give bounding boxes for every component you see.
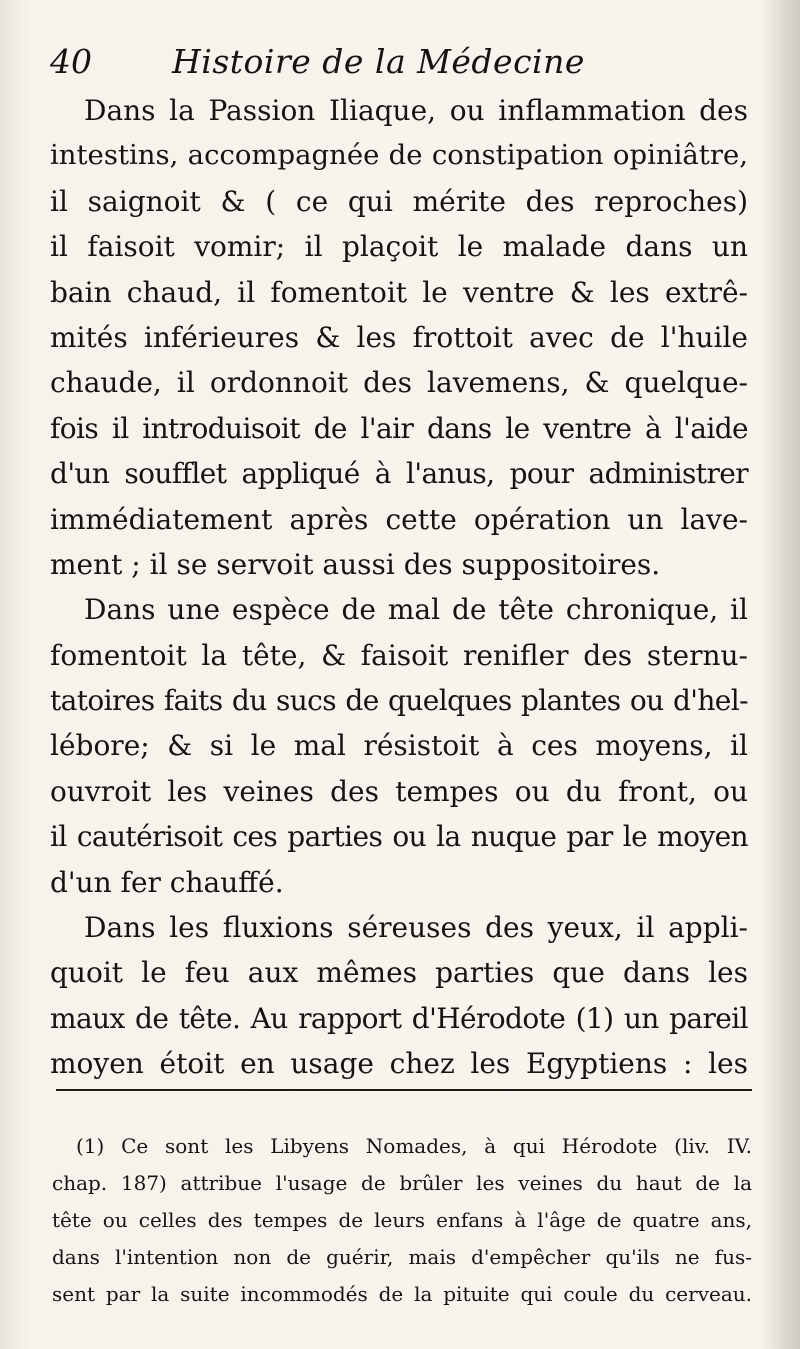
footnote-line: dans l'intention non de guérir, mais d'empêcher qu'ils ne fus- — [52, 1245, 752, 1269]
footnote — [52, 1128, 752, 1313]
text-line: maux de tête. Au rapport d'Hérodote (1) un pareil — [50, 1001, 748, 1035]
text-line: ment ; il se servoit aussi des suppositoires. — [50, 547, 661, 581]
body-text — [50, 88, 748, 1087]
page-number: 40 — [50, 42, 92, 81]
text-line: d'un fer chauffé. — [50, 865, 284, 899]
footnote-rule — [56, 1089, 752, 1091]
text-line: il cautérisoit ces parties ou la nuque par le moyen — [50, 820, 748, 854]
text-line: chaude, il ordonnoit des lavemens, & quelque- — [50, 366, 748, 400]
footnote-line: sent par la suite incommodés de la pituite qui coule du cerveau. — [52, 1282, 752, 1306]
text-line: mités inférieures & les frottoit avec de l'huile — [50, 320, 748, 354]
text-line: Dans la Passion Iliaque, ou inflammation des — [84, 94, 748, 127]
footnote-line: chap. 187) attribue l'usage de brûler les veines du haut de la — [52, 1171, 752, 1195]
text-line: ouvroit les veines des tempes ou du front, ou — [50, 774, 748, 808]
text-line: intestins, accompagnée de constipation opiniâtre, — [50, 139, 748, 172]
text-line: tatoires faits du sucs de quelques plantes ou d'hel- — [50, 684, 748, 718]
page-edge-shadow — [760, 0, 800, 1349]
text-line: fomentoit la tête, & faisoit renifler des sternu- — [50, 638, 748, 672]
text-line: Dans une espèce de mal de tête chronique, il — [84, 593, 748, 627]
text-line: il faisoit vomir; il plaçoit le malade dans un — [50, 230, 748, 264]
footnote-line: tête ou celles des tempes de leurs enfans à l'âge de quatre ans, — [52, 1208, 752, 1232]
text-line: fois il introduisoit de l'air dans le ventre à l'aide — [50, 411, 748, 445]
text-line: quoit le feu aux mêmes parties que dans les — [50, 956, 748, 990]
text-line: Dans les fluxions séreuses des yeux, il appli- — [84, 911, 748, 945]
text-line: lébore; & si le mal résistoit à ces moyens, il — [50, 729, 748, 763]
text-line: bain chaud, il fomentoit le ventre & les extrê- — [50, 275, 748, 309]
text-line: d'un soufflet appliqué à l'anus, pour administrer — [50, 457, 748, 491]
page-header — [50, 42, 750, 92]
running-title: Histoire de la Médecine — [172, 42, 585, 81]
text-line: il saignoit & ( ce qui mérite des reproches) — [50, 184, 748, 218]
text-line: immédiatement après cette opération un lave- — [50, 502, 748, 536]
text-line: moyen étoit en usage chez les Egyptiens : les — [50, 1047, 748, 1081]
footnote-line: (1) Ce sont les Libyens Nomades, à qui Hérodote (liv. IV. — [76, 1134, 752, 1158]
